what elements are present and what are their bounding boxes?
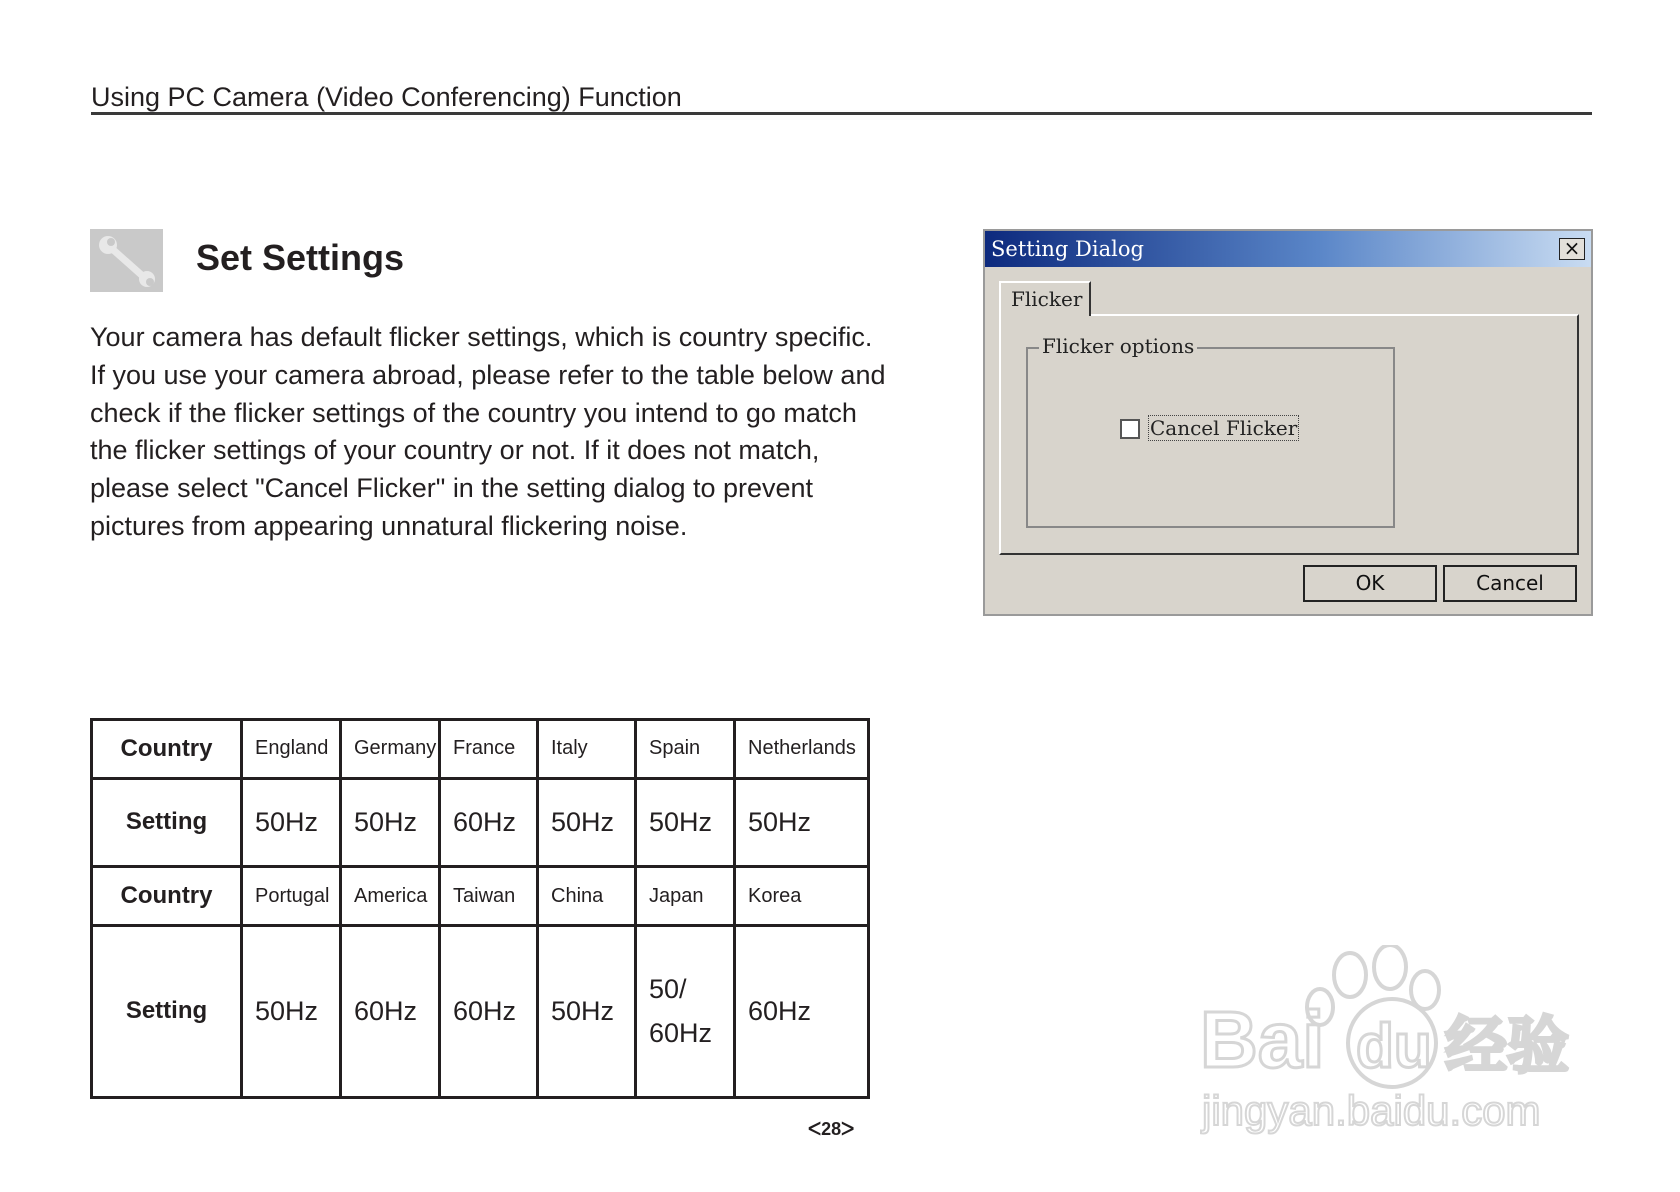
tab-label: Flicker bbox=[1011, 287, 1083, 311]
row-header: Setting bbox=[92, 925, 242, 1097]
table-row bbox=[92, 867, 869, 926]
table-cell: 50/ 60Hz bbox=[636, 925, 735, 1097]
table-cell: Netherlands bbox=[735, 720, 869, 779]
table-cell: 50Hz bbox=[636, 778, 735, 867]
ornament-right: ᐳ bbox=[841, 1119, 855, 1139]
setting-dialog bbox=[983, 229, 1593, 616]
table-cell: China bbox=[538, 867, 636, 926]
row-header: Setting bbox=[92, 778, 242, 867]
tab-panel bbox=[999, 314, 1579, 555]
watermark-url: jingyan.baidu.com bbox=[1202, 1087, 1541, 1134]
table-cell: 60Hz bbox=[341, 925, 440, 1097]
header-rule bbox=[91, 112, 1592, 115]
table-cell: 60Hz bbox=[735, 925, 869, 1097]
ok-button[interactable]: OK bbox=[1303, 565, 1437, 602]
table-cell: 50Hz bbox=[242, 925, 341, 1097]
dialog-titlebar[interactable] bbox=[985, 231, 1591, 267]
table-cell: 50Hz bbox=[341, 778, 440, 867]
table-cell: 50Hz bbox=[242, 778, 341, 867]
baidu-watermark bbox=[1200, 945, 1600, 1140]
table-cell: 50Hz bbox=[735, 778, 869, 867]
table-cell: Portugal bbox=[242, 867, 341, 926]
tab-flicker[interactable] bbox=[999, 281, 1091, 316]
page-number bbox=[808, 1119, 854, 1140]
table-cell: England bbox=[242, 720, 341, 779]
table-row bbox=[92, 720, 869, 779]
table-cell: Taiwan bbox=[440, 867, 538, 926]
table-cell: France bbox=[440, 720, 538, 779]
table-cell: Japan bbox=[636, 867, 735, 926]
page-number-value: 28 bbox=[821, 1119, 842, 1139]
page-header-title: Using PC Camera (Video Conferencing) Function bbox=[91, 82, 682, 112]
table-cell: Italy bbox=[538, 720, 636, 779]
table-cell: 60Hz bbox=[440, 925, 538, 1097]
cancel-flicker-label[interactable]: Cancel Flicker bbox=[1150, 416, 1298, 440]
cancel-flicker-checkbox[interactable] bbox=[1120, 419, 1140, 439]
close-icon[interactable]: × bbox=[1559, 238, 1585, 260]
watermark-brand: Bai bbox=[1200, 995, 1325, 1084]
table-cell: America bbox=[341, 867, 440, 926]
table-cell: 50Hz bbox=[538, 925, 636, 1097]
row-header: Country bbox=[92, 720, 242, 779]
flicker-options-group bbox=[1026, 334, 1395, 528]
table-cell: 50Hz bbox=[538, 778, 636, 867]
row-header: Country bbox=[92, 867, 242, 926]
table-cell: Germany bbox=[341, 720, 440, 779]
table-row bbox=[92, 925, 869, 1097]
watermark-cn: 经验 bbox=[1445, 1009, 1570, 1082]
table-cell: Spain bbox=[636, 720, 735, 779]
dialog-title: Setting Dialog bbox=[991, 237, 1144, 261]
table-cell: Korea bbox=[735, 867, 869, 926]
paw-icon bbox=[1200, 945, 1600, 1135]
watermark-du: du bbox=[1356, 1012, 1432, 1081]
table-cell: 60Hz bbox=[440, 778, 538, 867]
ornament-left: ᐸ bbox=[808, 1119, 822, 1139]
wrench-icon bbox=[90, 229, 163, 292]
group-label: Flicker options bbox=[1039, 334, 1197, 358]
cancel-button[interactable]: Cancel bbox=[1443, 565, 1577, 602]
table-row bbox=[92, 778, 869, 867]
section-title: Set Settings bbox=[196, 237, 405, 278]
flicker-settings-table bbox=[90, 718, 870, 1099]
body-paragraph: Your camera has default flicker settings, which is country specific. If you use your camera abroad, please refer to the table below and check if the flicker settings of the country you intend to go match the flicker settings of your country or not. If it does not match, please select "Cancel Flicker" in the setting dialog to prevent pictures from appearing unnatural flickering noise. bbox=[90, 322, 886, 541]
